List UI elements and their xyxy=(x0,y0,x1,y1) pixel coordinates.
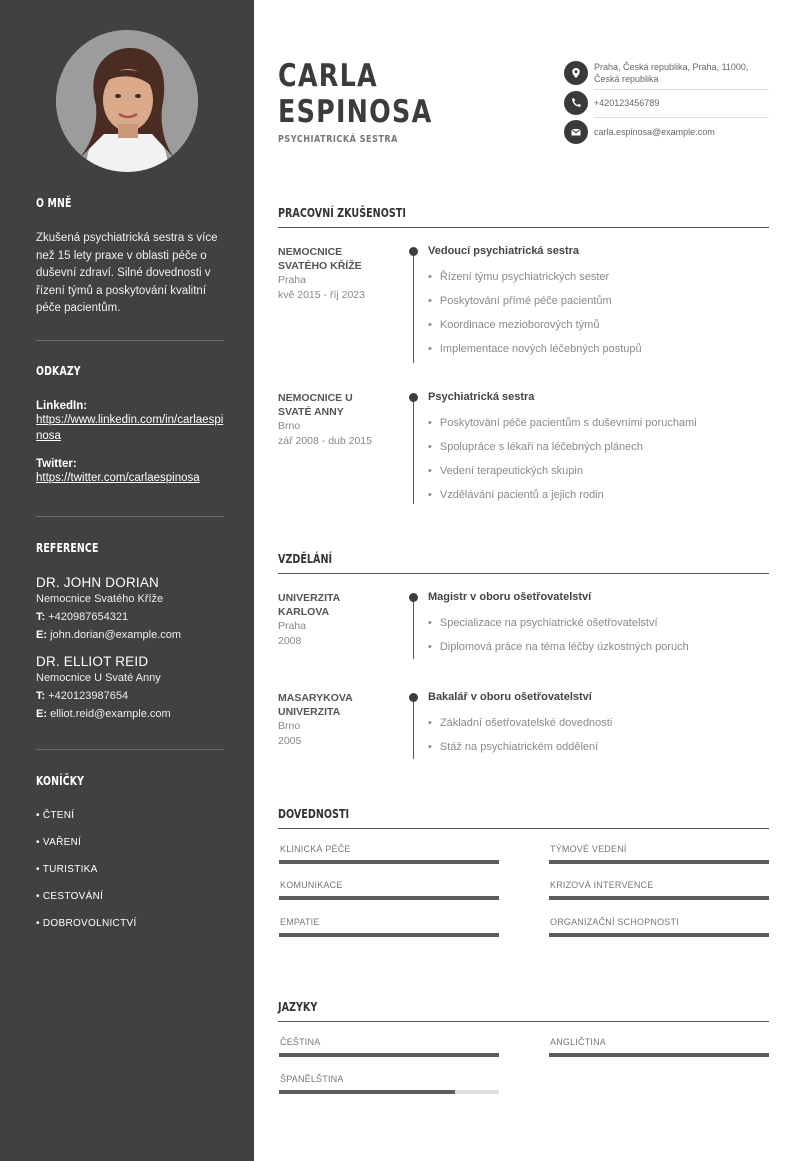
profile-photo xyxy=(56,30,198,172)
org-name: MASARYKOVA UNIVERZITA xyxy=(278,692,353,718)
skill-bar-fill xyxy=(279,860,499,864)
section-divider xyxy=(278,828,769,829)
hobby-item: • DOBROVOLNICTVÍ xyxy=(36,918,137,929)
location-pin-icon xyxy=(564,61,588,85)
reference-org: Nemocnice Svatého Kříže xyxy=(36,593,164,605)
link-linkedin xyxy=(36,400,224,444)
degree-title: Bakalář v oboru ošetřovatelství xyxy=(428,691,592,703)
skill-bar xyxy=(549,933,769,937)
role-bullets xyxy=(428,417,697,513)
reference-email: E: elliot.reid@example.com xyxy=(36,708,171,720)
job-title: PSYCHIATRICKÁ SESTRA xyxy=(278,134,398,145)
contact-email xyxy=(564,120,769,144)
person-name: CARLA ESPINOSA xyxy=(278,58,433,130)
sidebar-divider xyxy=(36,340,224,341)
education-org xyxy=(278,691,388,749)
languages-heading: JAZYKY xyxy=(278,1000,318,1014)
bullet-item: • Vedení terapeutických skupin xyxy=(428,465,697,489)
bullet-item: • Spolupráce s lékaři na léčebných plánech xyxy=(428,441,697,465)
education-heading: VZDĚLÁNÍ xyxy=(278,552,333,566)
timeline-line xyxy=(413,251,414,363)
timeline-line xyxy=(413,397,414,504)
timeline-dot xyxy=(409,593,418,602)
linkedin-label: LinkedIn: xyxy=(36,400,88,412)
reference-heading: REFERENCE xyxy=(36,541,99,555)
reference-phone: T: +420987654321 xyxy=(36,611,129,623)
language-bar xyxy=(549,1053,769,1057)
org-name: NEMOCNICE SVATÉHO KŘÍŽE xyxy=(278,246,362,272)
address-text: Praha, Česká republika, Praha, 11000, Česká republika xyxy=(594,62,749,84)
skill-label: ORGANIZAČNÍ SCHOPNOSTI xyxy=(550,917,679,927)
skill-item xyxy=(279,880,499,900)
section-divider xyxy=(278,1021,769,1022)
bullet-item: • Stáž na psychiatrickém oddělení xyxy=(428,741,612,765)
role-title: Vedoucí psychiatrická sestra xyxy=(428,245,580,257)
org-dates: zář 2008 - dub 2015 xyxy=(278,435,372,447)
reference-phone: T: +420123987654 xyxy=(36,690,129,702)
org-city: Praha xyxy=(278,620,307,632)
skill-label: TÝMOVÉ VEDENÍ xyxy=(550,844,627,854)
bullet-item: • Implementace nových léčebných postupů xyxy=(428,343,642,367)
timeline-line xyxy=(413,697,414,759)
org-city: Brno xyxy=(278,420,301,432)
reference-section xyxy=(36,541,224,723)
language-item xyxy=(279,1074,499,1094)
skill-item xyxy=(279,917,499,937)
linkedin-url[interactable]: https://www.linkedin.com/in/carlaespinosa xyxy=(36,414,224,442)
skill-bar xyxy=(279,896,499,900)
language-item xyxy=(549,1037,769,1057)
skill-bar xyxy=(279,860,499,864)
timeline-dot xyxy=(409,693,418,702)
org-city: Brno xyxy=(278,720,301,732)
reference-item xyxy=(36,654,224,723)
section-divider xyxy=(278,573,769,574)
language-bar xyxy=(279,1053,499,1057)
language-label: ANGLIČTINA xyxy=(550,1037,607,1047)
contact-address xyxy=(564,61,769,85)
org-dates: kvě 2015 - říj 2023 xyxy=(278,289,365,301)
timeline-dot xyxy=(409,247,418,256)
twitter-url[interactable]: https://twitter.com/carlaespinosa xyxy=(36,472,200,484)
org-dates: 2008 xyxy=(278,635,302,647)
skill-bar-fill xyxy=(279,933,499,937)
degree-bullets xyxy=(428,617,689,665)
contact-phone xyxy=(564,91,769,115)
email-text[interactable]: carla.espinosa@example.com xyxy=(594,127,715,137)
experience-org xyxy=(278,391,388,449)
hobbies-section xyxy=(36,774,224,945)
profile-photo-illustration xyxy=(56,30,198,172)
phone-text[interactable]: +420123456789 xyxy=(594,98,660,108)
org-name: NEMOCNICE U SVATÉ ANNY xyxy=(278,392,353,418)
skill-bar-fill xyxy=(549,896,769,900)
contact-divider xyxy=(594,89,769,90)
skill-bar-fill xyxy=(549,860,769,864)
sidebar-divider xyxy=(36,516,224,517)
org-city: Praha xyxy=(278,274,307,286)
experience-heading: PRACOVNÍ ZKUŠENOSTI xyxy=(278,206,406,220)
language-label: ČEŠTINA xyxy=(280,1037,321,1047)
links-section xyxy=(36,364,224,486)
link-twitter xyxy=(36,458,224,486)
reference-name: DR. JOHN DORIAN xyxy=(36,575,160,590)
sidebar-divider xyxy=(36,749,224,750)
reference-email: E: john.dorian@example.com xyxy=(36,629,182,641)
skill-bar xyxy=(549,896,769,900)
role-bullets xyxy=(428,271,642,367)
hobbies-heading: KONÍČKY xyxy=(36,774,85,788)
timeline-line xyxy=(413,597,414,659)
bullet-item: • Základní ošetřovatelské dovednosti xyxy=(428,717,612,741)
org-dates: 2005 xyxy=(278,735,302,747)
phone-icon xyxy=(564,91,588,115)
skill-item xyxy=(549,880,769,900)
reference-name: DR. ELLIOT REID xyxy=(36,654,149,669)
bullet-item: • Diplomová práce na téma léčby úzkostných poruch xyxy=(428,641,689,665)
skill-bar xyxy=(549,860,769,864)
hobby-item: • ČTENÍ xyxy=(36,810,75,821)
degree-title: Magistr v oboru ošetřovatelství xyxy=(428,591,592,603)
skill-item xyxy=(549,844,769,864)
hobby-item: • TURISTIKA xyxy=(36,864,98,875)
email-icon xyxy=(564,120,588,144)
links-heading: ODKAZY xyxy=(36,364,81,378)
about-heading: O MNĚ xyxy=(36,196,72,210)
skill-item xyxy=(279,844,499,864)
bullet-item: • Poskytování péče pacientům s duševními poruchami xyxy=(428,417,697,441)
bullet-item: • Specializace na psychiatrické ošetřovatelství xyxy=(428,617,689,641)
skill-label: KOMUNIKACE xyxy=(280,880,343,890)
language-bar-fill xyxy=(279,1090,455,1094)
reference-item xyxy=(36,575,224,644)
experience-org xyxy=(278,245,388,303)
skill-bar-fill xyxy=(279,896,499,900)
language-bar xyxy=(279,1090,499,1094)
language-bar-fill xyxy=(549,1053,769,1057)
skill-bar-fill xyxy=(549,933,769,937)
language-label: ŠPANĚLŠTINA xyxy=(280,1074,344,1084)
language-bar-fill xyxy=(279,1053,499,1057)
reference-org: Nemocnice U Svaté Anny xyxy=(36,672,161,684)
skill-label: EMPATIE xyxy=(280,917,320,927)
about-section xyxy=(36,196,224,318)
sidebar xyxy=(0,0,254,1161)
skill-label: KRIZOVÁ INTERVENCE xyxy=(550,880,654,890)
bullet-item: • Koordinace mezioborových týmů xyxy=(428,319,642,343)
education-org xyxy=(278,591,388,649)
degree-bullets xyxy=(428,717,612,765)
skill-label: KLINICKÁ PÉČE xyxy=(280,844,351,854)
skill-bar xyxy=(279,933,499,937)
hobby-item: • CESTOVÁNÍ xyxy=(36,891,104,902)
bullet-item: • Řízení týmu psychiatrických sester xyxy=(428,271,642,295)
bullet-item: • Poskytování přímé péče pacientům xyxy=(428,295,642,319)
twitter-label: Twitter: xyxy=(36,458,77,470)
skills-heading: DOVEDNOSTI xyxy=(278,807,350,821)
language-item xyxy=(279,1037,499,1057)
role-title: Psychiatrická sestra xyxy=(428,391,535,403)
section-divider xyxy=(278,227,769,228)
bullet-item: • Vzdělávání pacientů a jejich rodin xyxy=(428,489,697,513)
org-name: UNIVERZITA KARLOVA xyxy=(278,592,340,618)
timeline-dot xyxy=(409,393,418,402)
hobby-item: • VAŘENÍ xyxy=(36,837,82,848)
contact-divider xyxy=(594,117,769,118)
skill-item xyxy=(549,917,769,937)
about-text: Zkušená psychiatrická sestra s více než 15 lety praxe v oblasti péče o duševní zdraví. Silné dovednosti v řízení týmů a poskytování kvalitní péče pacientům. xyxy=(36,232,218,314)
